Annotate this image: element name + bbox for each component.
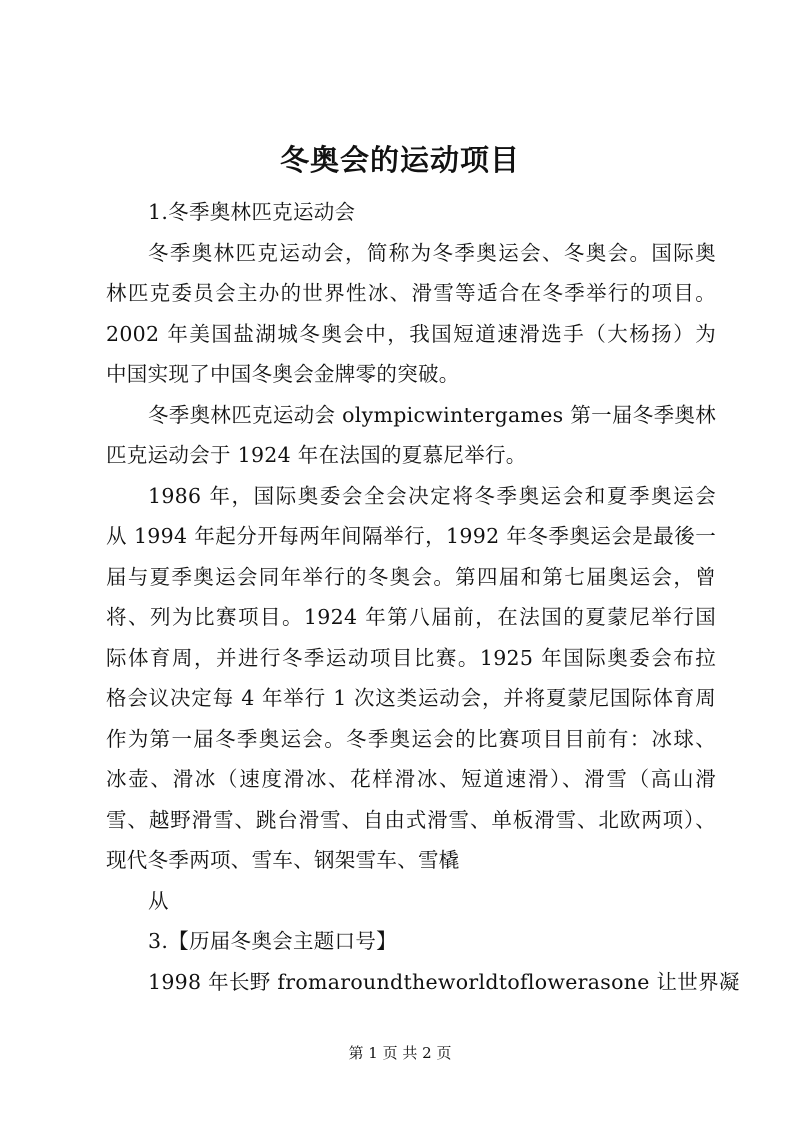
- paragraph-line: 雪、越野滑雪、跳台滑雪、自由式滑雪、单板滑雪、北欧两项）、: [106, 807, 716, 832]
- paragraph-line: 1986 年，国际奥委会全会决定将冬季奥运会和夏季奥运会: [148, 483, 716, 508]
- paragraph-line: 林匹克委员会主办的世界性冰、滑雪等适合在冬季举行的项目。: [106, 281, 716, 305]
- paragraph-line: 冰壶、滑冰（速度滑冰、花样滑冰、短道速滑）、滑雪（高山滑: [106, 767, 716, 791]
- paragraph-line: 2002 年美国盐湖城冬奥会中，我国短道速滑选手（大杨扬）为: [106, 321, 716, 346]
- section-heading: 3.【历届冬奥会主题口号】: [148, 929, 397, 953]
- paragraph-line: 格会议决定每 4 年举行 1 次这类运动会，并将夏蒙尼国际体育周: [106, 686, 716, 710]
- paragraph-line: 际体育周，并进行冬季运动项目比赛。1925 年国际奥委会布拉: [106, 645, 716, 670]
- paragraph-line: 1998 年长野 fromaroundtheworldtoflowerasone 让世界凝: [148, 969, 740, 994]
- paragraph-line: 中国实现了中国冬奥会金牌零的突破。: [106, 362, 460, 386]
- paragraph-line: 冬季奥林匹克运动会，简称为冬季奥运会、冬奥会。国际奥: [148, 240, 716, 265]
- paragraph-line: 将、列为比赛项目。1924 年第八届前，在法国的夏蒙尼举行国: [106, 605, 716, 629]
- document-body: [106, 192, 740, 1002]
- paragraph-line: 作为第一届冬季奥运会。冬季奥运会的比赛项目目前有：冰球、: [106, 726, 716, 751]
- paragraph-line: 现代冬季两项、雪车、钢架雪车、雪橇: [106, 848, 460, 872]
- page-title: 冬奥会的运动项目: [279, 143, 520, 177]
- paragraph-line: 冬季奥林匹克运动会 olympicwintergames 第一届冬季奥林: [148, 402, 716, 427]
- paragraph-line: 届与夏季奥运会同年举行的冬奥会。第四届和第七届奥运会，曾: [106, 564, 716, 589]
- paragraph-line: 从: [148, 888, 169, 913]
- paragraph-line: 1.冬季奥林匹克运动会: [148, 200, 356, 224]
- page-number-footer: 第 1 页 共 2 页: [348, 1044, 452, 1062]
- paragraph-line: 从 1994 年起分开每两年间隔举行，1992 年冬季奥运会是最後一: [106, 524, 716, 548]
- paragraph-line: 匹克运动会于 1924 年在法国的夏慕尼举行。: [106, 443, 527, 467]
